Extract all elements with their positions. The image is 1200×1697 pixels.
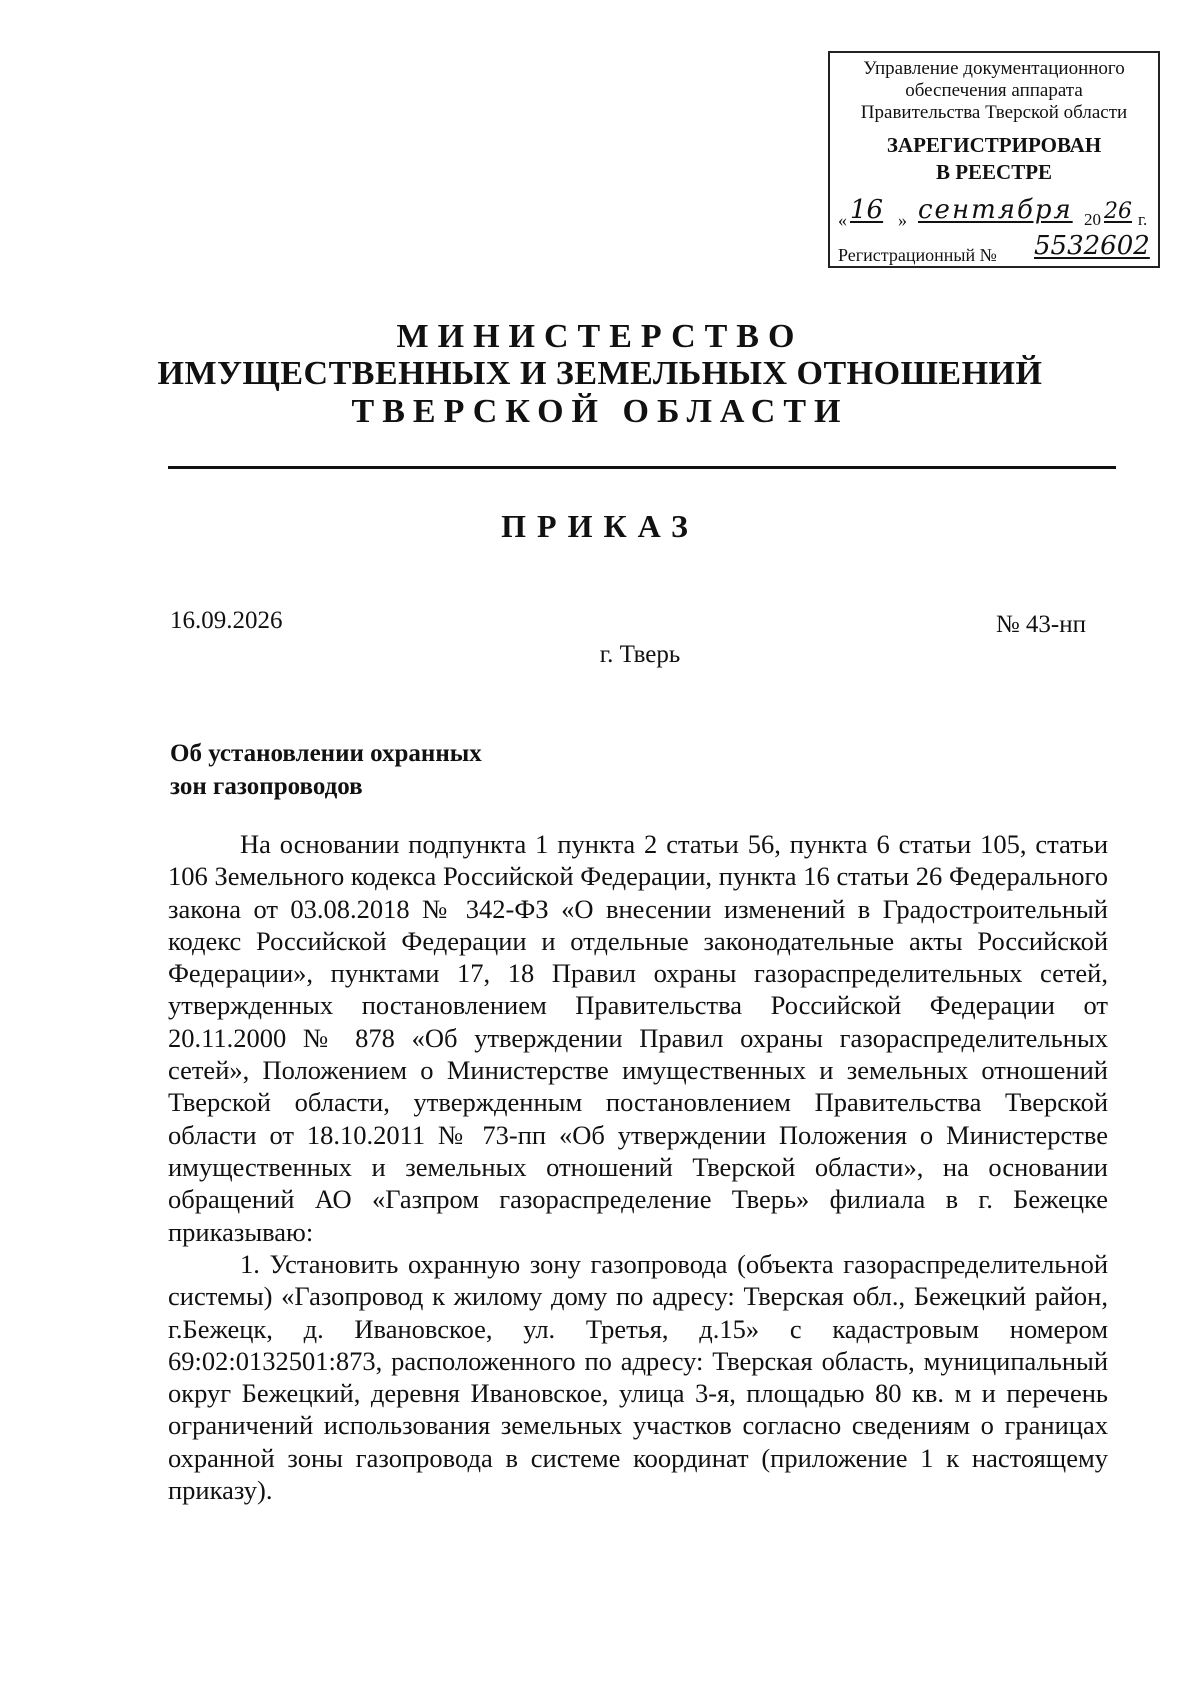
order-subject <box>170 737 482 803</box>
stamp-org-line-3: Правительства Тверской области <box>860 102 1128 123</box>
subject-line-1: Об установлении охранных <box>170 740 482 767</box>
ministry-name-line-3: ТВЕРСКОЙ ОБЛАСТИ <box>351 393 849 430</box>
order-title: ПРИКАЗ <box>501 508 699 544</box>
preamble-text: На основании подпункта 1 пункта 2 статьи 56, пункта 6 статьи 105, статьи 106 Земельного кодекса Российской Федерации, пункта 16 статьи 26 Федерального закона от 03.08.2018 № 342-ФЗ «О внесении изменений в Градостроительный кодекс Российской Федерации и отдельные законодательные акты Российской Федерации», пунктами 17, 18 Правил охраны газораспределительных сетей, утвержденных постановлением Правительства Российской Федерации от 20.11.2000 № 878 «Об утверждении Правил охраны газораспределительных сетей», Положением о Министерстве имущественных и земельных отношений Тверской области, утвержденным постановлением Правительства Тверской области от 18.10.2011 № 73-пп «Об утверждении Положения о Министерстве имущественных и земельных отношений Тверской области», на основании обращений АО «Газпром газораспределение Тверь» филиала в г. Бежецке приказываю: <box>168 829 1108 1247</box>
stamp-status-line-2: В РЕЕСТРЕ <box>935 160 1053 184</box>
preamble-paragraph <box>168 828 1108 1248</box>
stamp-year-prefix: 20 <box>1084 210 1101 229</box>
header-divider <box>168 466 1116 469</box>
stamp-year-suffix: г. <box>1138 210 1148 229</box>
order-item-1 <box>168 1248 1108 1506</box>
ministry-name-line-1: МИНИСТЕРСТВО <box>396 318 804 355</box>
stamp-quote-close: » <box>898 210 907 230</box>
order-number: № 43-нп <box>995 611 1086 638</box>
order-item-1-text: 1. Установить охранную зону газопровода (объекта газораспределительной системы) «Газопровод к жилому дому по адресу: Тверская обл., Бежецкий район, г.Бежецк, д. Ивановское, ул. Третья, д.15» с кадастровым номером 69:02:0132501:873, расположенного по адресу: Тверская область, муниципальный округ Бежецкий, деревня Ивановское, улица 3-я, площадью 80 кв. м и перечень ограничений использования земельных участков согласно сведениям о границах охранной зоны газопровода в системе координат (приложение 1 к настоящему приказу). <box>168 1249 1108 1506</box>
stamp-status-line-1: ЗАРЕГИСТРИРОВАН <box>886 133 1102 157</box>
ministry-name-line-2: ИМУЩЕСТВЕННЫХ И ЗЕМЕЛЬНЫХ ОТНОШЕНИЙ <box>157 355 1043 392</box>
stamp-month-handwritten: сентября <box>918 195 1073 225</box>
stamp-registration-row <box>838 231 1154 267</box>
order-city: г. Тверь <box>599 641 681 668</box>
stamp-year-handwritten: 26 <box>1104 199 1132 224</box>
stamp-day-handwritten: 16 <box>850 195 884 225</box>
stamp-org-line-1: Управление документационного <box>863 58 1125 79</box>
stamp-registration-number: 5532602 <box>1034 231 1150 261</box>
stamp-quote-open: « <box>838 210 847 230</box>
stamp-registration-label: Регистрационный № <box>838 245 997 265</box>
stamp-org-line-2: обеспечения аппарата <box>905 80 1083 101</box>
order-date: 16.09.2026 <box>170 607 283 634</box>
registration-stamp <box>828 51 1160 268</box>
subject-line-2: зон газопроводов <box>170 773 363 800</box>
